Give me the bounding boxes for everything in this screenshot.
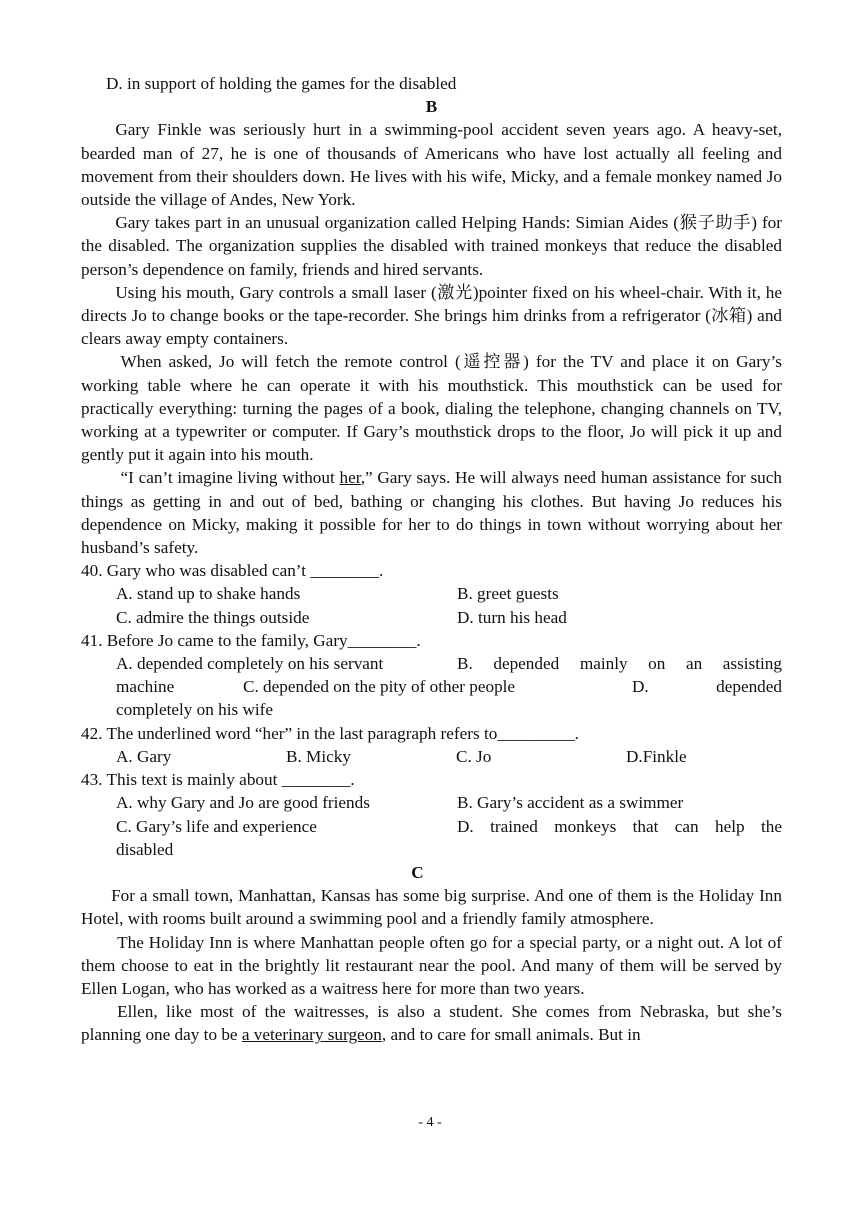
- passage-c-paragraph-2: The Holiday Inn is where Manhattan people often go for a special party, or a night out. A lot of them choose to eat in the brightly lit restaurant near the pool. And many of them will be served by Ellen Logan, who has worked as a waitress here for more than two years.: [81, 932, 782, 998]
- question-41-options: [81, 652, 782, 722]
- option-a: A. why Gary and Jo are good friends: [116, 793, 370, 813]
- option-a: A. Gary: [116, 746, 172, 766]
- paragraph-3-end: , and to care for small animals. But in: [381, 1025, 641, 1045]
- question-43-options: [81, 791, 782, 861]
- question-42-stem: 42. The underlined word “her” in the last paragraph refers to_________.: [81, 723, 579, 743]
- document-page: [81, 72, 782, 1047]
- option-c: C. depended on the pity of other people: [243, 677, 516, 697]
- option-d-line-1: D. depended: [632, 677, 782, 697]
- underlined-phrase: a veterinary surgeon: [241, 1025, 382, 1045]
- passage-b-paragraph-2: Gary takes part in an unusual organization called Helping Hands: Simian Aides (猴子助手) for the disabled. The organization supplies the disabled with trained monkeys that reduce the disabled person’s dependence on family, friends and hired servants.: [81, 213, 782, 279]
- previous-question-option-d: D. in support of holding the games for the disabled: [106, 74, 457, 93]
- option-b: B. Micky: [286, 746, 351, 766]
- option-d: D. turn his head: [457, 607, 567, 627]
- passage-b-paragraph-5: [81, 466, 782, 559]
- passage-b-paragraph-4: When asked, Jo will fetch the remote control (遥控器) for the TV and place it on Gary’s working table where he can operate it with his mouthstick. This mouthstick can be used for practically everything: turning the pages of a book, dialing the telephone, changing channels on TV, working at a typewriter or computer. If Gary’s mouthstick drops to the floor, Jo will pick it up and gently put it again into his mouth.: [81, 352, 782, 465]
- option-d: D.Finkle: [626, 746, 687, 766]
- question-40-stem: 40. Gary who was disabled can’t ________.: [81, 561, 384, 581]
- paragraph-5-end: ,” Gary says. He will always need human assistance for such things as getting in and out of bed, bathing or changing his clothes. But having Jo reduces his dependence on Micky, making it possible for her to do things in town without worrying about her husband’s safety.: [81, 468, 782, 558]
- option-a: A. stand up to shake hands: [116, 584, 301, 604]
- paragraph-5-start: “I can’t imagine living without: [120, 468, 340, 488]
- question-40-options: [81, 582, 782, 628]
- passage-c-paragraph-1: For a small town, Manhattan, Kansas has some big surprise. And one of them is the Holiday Inn Hotel, with rooms built around a swimming pool and a friendly family atmosphere.: [81, 886, 782, 929]
- option-b-line-2: machine: [116, 677, 175, 697]
- page-number: - 4 -: [418, 1115, 442, 1130]
- option-c: C. Gary’s life and experience: [116, 816, 317, 836]
- passage-b-paragraph-3: Using his mouth, Gary controls a small laser (激光)pointer fixed on his wheel-chair. With it, he directs Jo to change books or the tape-recorder. She brings him drinks from a refrigerator (冰箱) and clears away empty containers.: [81, 282, 783, 349]
- option-a: A. depended completely on his servant: [116, 654, 384, 674]
- section-c-heading: C: [411, 862, 424, 882]
- section-b-heading: B: [425, 97, 438, 117]
- option-d-line-1: D. trained monkeys that can help the: [457, 816, 782, 836]
- question-42-options: [81, 745, 782, 768]
- option-c: C. Jo: [456, 746, 492, 766]
- option-d-line-2: completely on his wife: [116, 700, 274, 720]
- option-b-line-1: B. depended mainly on an assisting: [457, 654, 782, 674]
- question-41-stem: 41. Before Jo came to the family, Gary________.: [81, 630, 421, 650]
- option-d-line-2: disabled: [116, 839, 174, 859]
- paragraph-3-start: Ellen, like most of the waitresses, is also a student. She comes from Nebraska, but she’s planning one day to be: [81, 1002, 782, 1045]
- option-c: C. admire the things outside: [116, 607, 310, 627]
- option-b: B. Gary’s accident as a swimmer: [457, 793, 684, 813]
- question-43-stem: 43. This text is mainly about ________.: [81, 770, 355, 790]
- underlined-word-her: her: [339, 468, 361, 488]
- passage-c-paragraph-3: [81, 1000, 782, 1046]
- option-b: B. greet guests: [457, 584, 559, 604]
- passage-b-paragraph-1: Gary Finkle was seriously hurt in a swimming-pool accident seven years ago. A heavy-set, bearded man of 27, he is one of thousands of Americans who have lost actually all feeling and movement from their shoulders down. He lives with his wife, Micky, and a female monkey named Jo outside the village of Andes, New York.: [81, 120, 782, 210]
